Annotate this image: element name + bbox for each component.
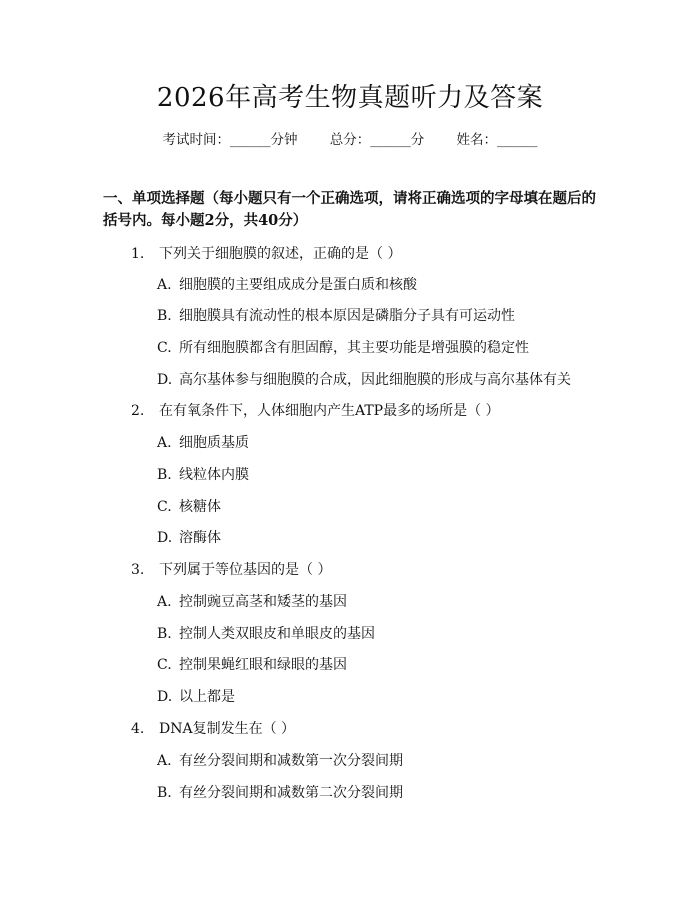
option-text: 有丝分裂间期和减数第二次分裂间期 <box>179 785 403 801</box>
option-letter: A. <box>157 435 172 451</box>
option-text: 溶酶体 <box>179 530 221 546</box>
question-1-option-a <box>157 275 417 295</box>
question-1-option-b <box>157 306 515 326</box>
option-letter: A. <box>157 594 172 610</box>
option-text: 细胞质基质 <box>179 435 249 451</box>
total-score-field: 总分：______分 <box>329 132 425 148</box>
question-2-option-c <box>157 497 221 517</box>
option-text: 控制豌豆高茎和矮茎的基因 <box>179 594 347 610</box>
option-text: 有丝分裂间期和减数第一次分裂间期 <box>179 753 403 769</box>
option-text: 细胞膜的主要组成成分是蛋白质和核酸 <box>179 277 417 293</box>
section-heading: 一、单项选择题（每小题只有一个正确选项，请将正确选项的字母填在题后的括号内。每小题2分，共40分） <box>103 190 596 229</box>
option-letter: B. <box>157 626 172 642</box>
option-text: 核糖体 <box>179 499 221 515</box>
question-3-option-b <box>157 624 375 644</box>
question-number: 2. <box>131 403 145 419</box>
question-4-option-a <box>157 751 403 771</box>
option-text: 以上都是 <box>179 689 235 705</box>
option-text: 细胞膜具有流动性的根本原因是磷脂分子具有可运动性 <box>179 308 515 324</box>
option-letter: D. <box>157 689 173 705</box>
question-text: 下列属于等位基因的是（ ） <box>159 562 332 578</box>
exam-info-line <box>0 130 700 150</box>
option-letter: D. <box>157 530 173 546</box>
option-letter: A. <box>157 753 172 769</box>
option-letter: B. <box>157 785 172 801</box>
student-name-field: 姓名：______ <box>456 132 538 148</box>
option-text: 所有细胞膜都含有胆固醇，其主要功能是增强膜的稳定性 <box>179 340 529 356</box>
question-2-option-a <box>157 433 249 453</box>
question-4-option-b <box>157 783 403 803</box>
question-number: 3. <box>131 562 145 578</box>
question-3-option-a <box>157 592 347 612</box>
option-letter: A. <box>157 277 172 293</box>
question-text: 在有氧条件下，人体细胞内产生ATP最多的场所是（ ） <box>159 403 500 419</box>
option-text: 线粒体内膜 <box>179 467 249 483</box>
question-number: 4. <box>131 721 145 737</box>
question-number: 1. <box>131 246 145 262</box>
option-letter: B. <box>157 467 172 483</box>
question-2 <box>131 401 500 421</box>
option-letter: C. <box>157 340 172 356</box>
option-letter: D. <box>157 372 173 388</box>
option-text: 控制人类双眼皮和单眼皮的基因 <box>179 626 375 642</box>
question-text: 下列关于细胞膜的叙述，正确的是（ ） <box>159 246 402 262</box>
exam-time-field: 考试时间：______分钟 <box>162 132 298 148</box>
option-text: 控制果蝇红眼和绿眼的基因 <box>179 657 347 673</box>
page-title: 2026年高考生物真题听力及答案 <box>156 83 544 113</box>
question-2-option-d <box>157 528 221 548</box>
question-text: DNA复制发生在（ ） <box>159 721 296 737</box>
question-1-option-c <box>157 338 529 358</box>
question-2-option-b <box>157 465 249 485</box>
question-4 <box>131 719 295 739</box>
option-letter: C. <box>157 499 172 515</box>
question-3 <box>131 560 331 580</box>
option-letter: C. <box>157 657 172 673</box>
question-1 <box>131 244 401 264</box>
question-3-option-d <box>157 687 235 707</box>
option-letter: B. <box>157 308 172 324</box>
question-3-option-c <box>157 655 347 675</box>
question-1-option-d <box>157 370 571 390</box>
option-text: 高尔基体参与细胞膜的合成，因此细胞膜的形成与高尔基体有关 <box>179 372 571 388</box>
